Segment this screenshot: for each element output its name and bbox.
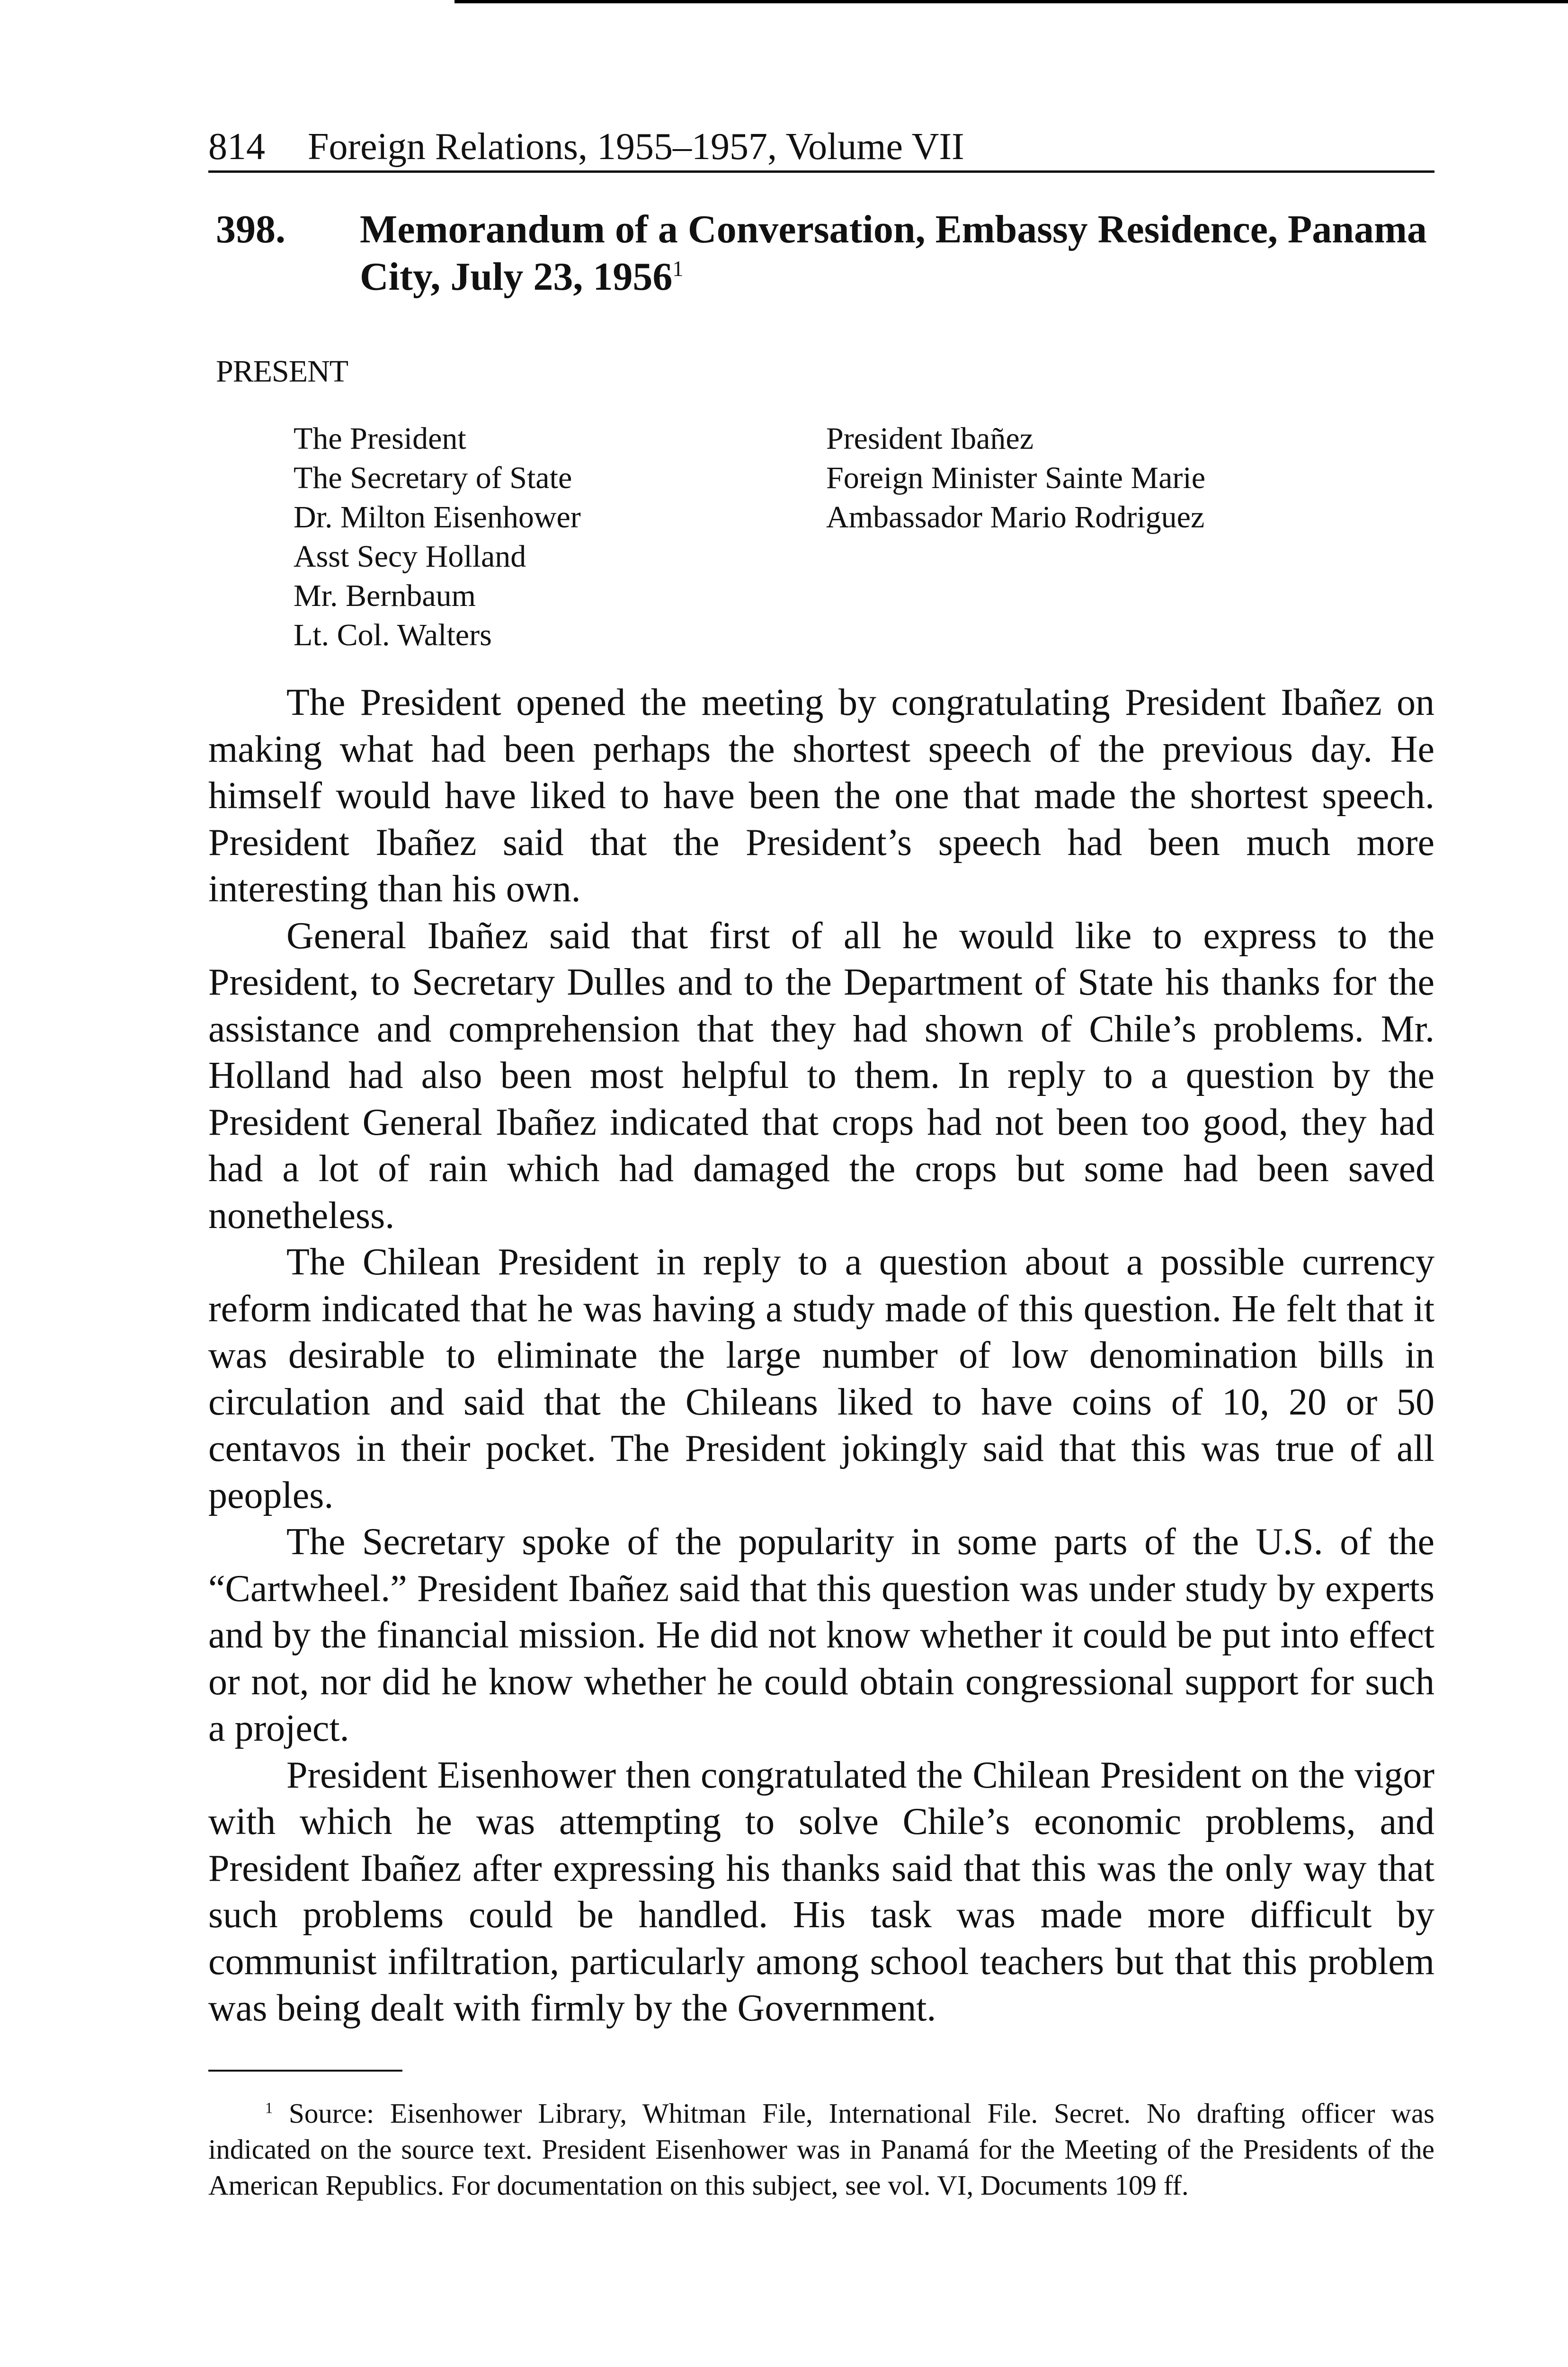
attendee: The Secretary of State [294, 461, 572, 495]
attendee: Lt. Col. Walters [294, 618, 492, 652]
footnote [208, 2095, 1434, 2203]
us-attendees [294, 419, 581, 655]
footnote-marker: 1 [265, 2099, 273, 2117]
memorandum-body [208, 679, 1434, 2032]
body-paragraph: General Ibañez said that first of all he would like to express to the President, to Secretary Dulles and to the Department of State his thanks for the assistance and comprehension that they had shown of Chile’s problems. Mr. Holland had also been most helpful to them. In reply to a question by the President General Ibañez indicated that crops had not been too good, they had had a lot of rain which had damaged the crops but some had been saved nonetheless. [208, 915, 1434, 1237]
attendee: Asst Secy Holland [294, 539, 526, 574]
present-label: PRESENT [216, 354, 348, 389]
document-page [208, 123, 1434, 2203]
top-edge-rule [454, 0, 1568, 3]
document-heading [208, 206, 1434, 301]
running-head [208, 123, 1434, 173]
footnote-divider [208, 2070, 402, 2072]
attendee: Mr. Bernbaum [294, 578, 476, 613]
body-paragraph: President Eisenhower then congratulated the Chilean President on the vigor with which he was attempting to solve Chile’s economic problems, and President Ibañez after expressing his thanks said that this was the only way that such problems could be handled. His task was made more difficult by communist infiltration, particularly among school teachers but that this problem was being dealt with firmly by the Government. [208, 1754, 1434, 2029]
page-number: 814 [208, 126, 265, 168]
footnote-reference: 1 [672, 257, 684, 281]
series-title: Foreign Relations, 1955–1957, Volume VII [308, 126, 964, 168]
attendee: Dr. Milton Eisenhower [294, 500, 581, 534]
document-number: 398. [216, 207, 285, 251]
body-paragraph: The President opened the meeting by congratulating President Ibañez on making what had been perhaps the shortest speech of the previous day. He himself would have liked to have been the one that made the shortest speech. President Ibañez said that the President’s speech had been much more interesting than his own. [208, 682, 1434, 910]
body-paragraph: The Secretary spoke of the popularity in some parts of the U.S. of the “Cartwheel.” President Ibañez said that this question was under study by experts and by the financial mission. He did not know whether it could be put into effect or not, nor did he know whether he could obtain congressional support for such a project. [208, 1521, 1434, 1749]
document-title [360, 206, 1434, 301]
attendee-list [208, 419, 1434, 665]
chilean-attendees [826, 419, 1205, 537]
attendee: Foreign Minister Sainte Marie [826, 461, 1206, 495]
document-title-text: Memorandum of a Conversation, Embassy Residence, Panama City, July 23, 1956 [360, 207, 1427, 299]
body-paragraph: The Chilean President in reply to a question about a possible currency reform indicated that he was having a study made of this question. He felt that it was desirable to eliminate the large number of low denomination bills in circulation and said that the Chileans liked to have coins of 10, 20 or 50 centavos in their pocket. The President jokingly said that this was true of all peoples. [208, 1241, 1434, 1516]
footnote-text: Source: Eisenhower Library, Whitman File, International File. Secret. No drafting officer was indicated on the source text. President Eisenhower was in Panamá for the Meeting of the Presidents of the American Republics. For documentation on this subject, see vol. VI, Documents 109 ff. [208, 2097, 1435, 2201]
attendee: President Ibañez [826, 421, 1033, 456]
attendee: The President [294, 421, 466, 456]
attendee: Ambassador Mario Rodriguez [826, 500, 1205, 534]
